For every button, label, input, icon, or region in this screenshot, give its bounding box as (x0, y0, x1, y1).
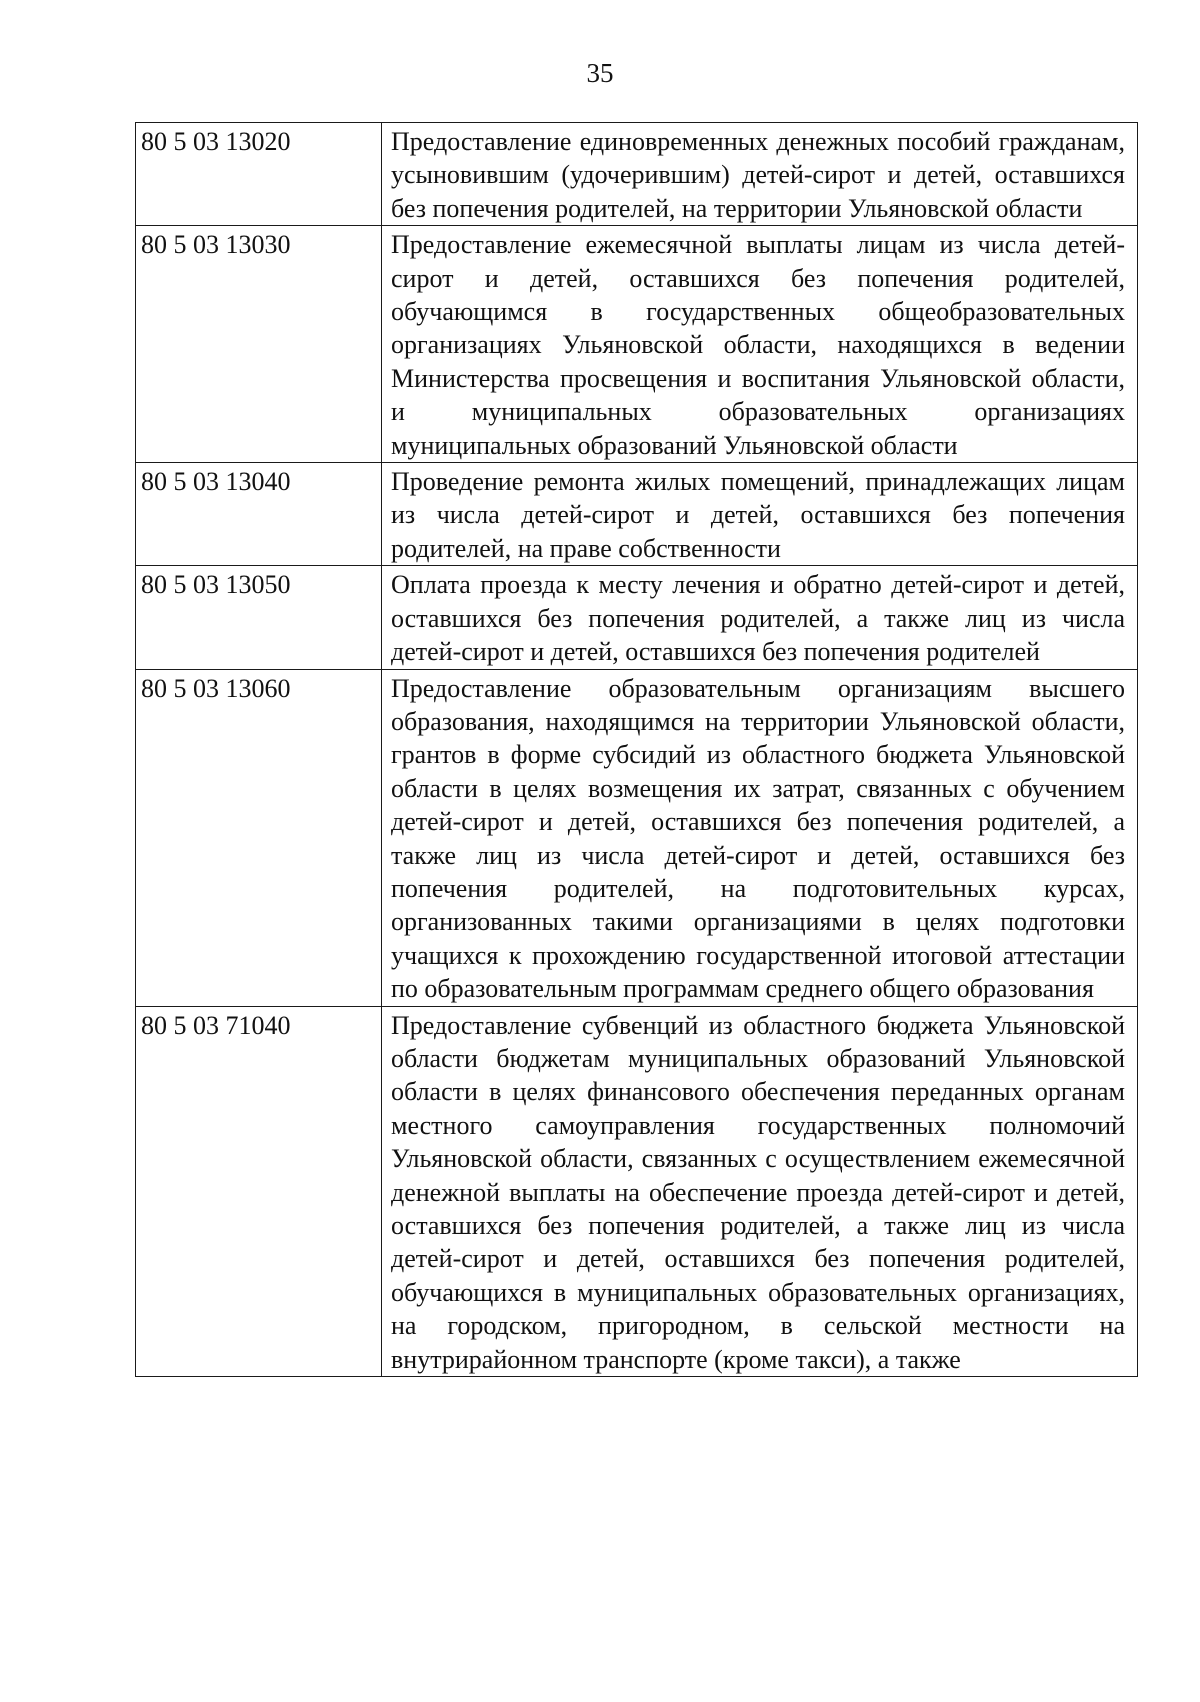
table-row (136, 1006, 1138, 1376)
table-row (136, 226, 1138, 463)
table-row (136, 566, 1138, 669)
row-code: 80 5 03 13040 (136, 463, 382, 566)
row-description: Проведение ремонта жилых помещений, принадлежащих лицам из числа детей-сирот и детей, оставшихся без попечения родителей, на праве собственности (382, 463, 1138, 566)
row-description: Предоставление субвенций из областного бюджета Ульяновской области бюджетам муниципальных образований Ульяновской области в целях финансового обеспечения переданных органам местного самоуправления государственных полномочий Ульяновской области, связанных с осуществлением ежемесячной денежной выплаты на обеспечение проезда детей-сирот и детей, оставшихся без попечения родителей, а также лиц из числа детей-сирот и детей, оставшихся без попечения родителей, обучающихся в муниципальных образовательных организациях, на городском, пригородном, в сельской местности на внутрирайонном транспорте (кроме такси), а также (382, 1006, 1138, 1376)
budget-codes-table (135, 122, 1138, 1377)
row-code: 80 5 03 13060 (136, 669, 382, 1006)
row-description: Предоставление образовательным организациям высшего образования, находящимся на территории Ульяновской области, грантов в форме субсидий из областного бюджета Ульяновской области в целях возмещения их затрат, связанных с обучением детей-сирот и детей, оставшихся без попечения родителей, а также лиц из числа детей-сирот и детей, оставшихся без попечения родителей, на подготовительных курсах, организованных такими организациями в целях подготовки учащихся к прохождению государственной итоговой аттестации по образовательным программам среднего общего образования (382, 669, 1138, 1006)
row-code: 80 5 03 71040 (136, 1006, 382, 1376)
row-code: 80 5 03 13030 (136, 226, 382, 463)
row-description: Предоставление ежемесячной выплаты лицам из числа детей-сирот и детей, оставшихся без попечения родителей, обучающимся в государственных общеобразовательных организациях Ульяновской области, находящихся в ведении Министерства просвещения и воспитания Ульяновской области, и муниципальных образовательных организациях муниципальных образований Ульяновской области (382, 226, 1138, 463)
table-row (136, 669, 1138, 1006)
table-row (136, 123, 1138, 226)
row-description: Предоставление единовременных денежных пособий гражданам, усыновившим (удочерившим) детей-сирот и детей, оставшихся без попечения родителей, на территории Ульяновской области (382, 123, 1138, 226)
row-code: 80 5 03 13020 (136, 123, 382, 226)
table-row (136, 463, 1138, 566)
row-description: Оплата проезда к месту лечения и обратно детей-сирот и детей, оставшихся без попечения родителей, а также лиц из числа детей-сирот и детей, оставшихся без попечения родителей (382, 566, 1138, 669)
row-code: 80 5 03 13050 (136, 566, 382, 669)
page-number: 35 (586, 58, 614, 88)
